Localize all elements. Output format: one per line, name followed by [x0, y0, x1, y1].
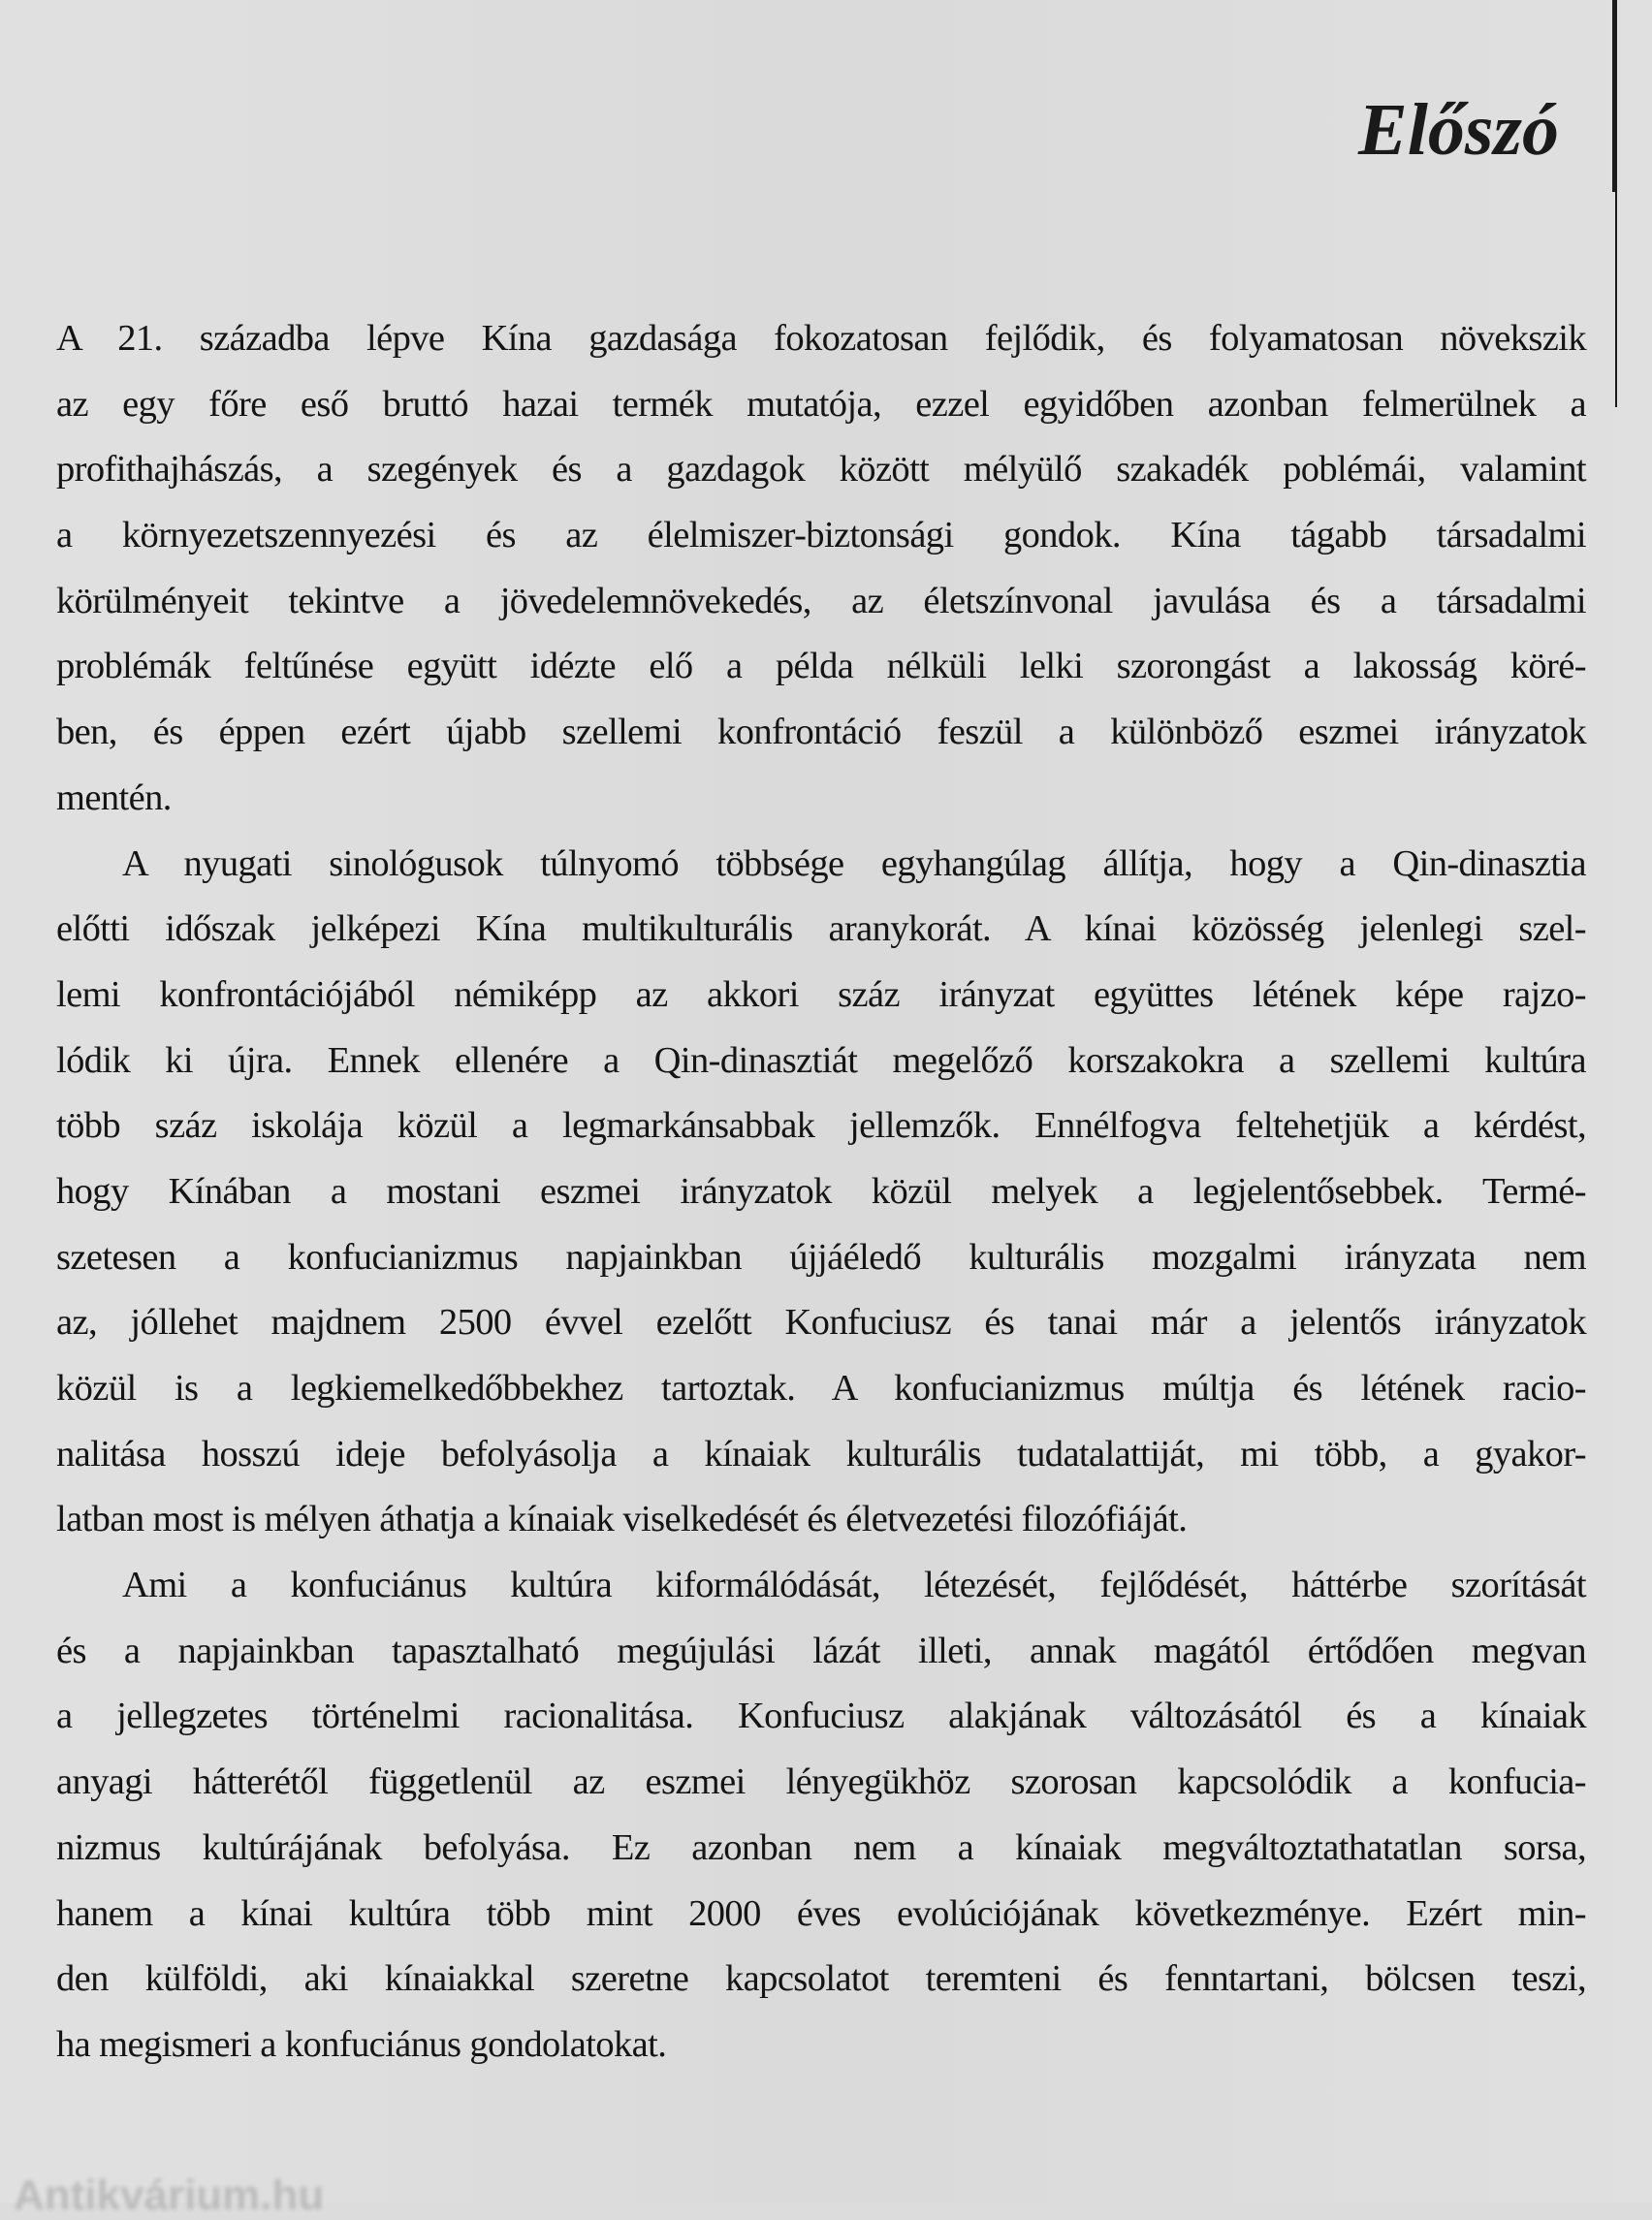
text-line: a környezetszennyezési és az élelmiszer-biztonsági gondok. Kína tágabb társadalmi — [56, 515, 1586, 556]
chapter-marker-rule-thin — [1615, 192, 1617, 407]
text-line: lemi konfrontációjából némiképp az akkori száz irányzat együttes létének képe rajzo- — [56, 973, 1586, 1015]
text-line: előtti időszak jelképezi Kína multikulturális aranykorát. A kínai közösség jelenlegi szel- — [56, 908, 1586, 950]
body-text — [56, 306, 1586, 2078]
text-line: nizmus kultúrájának befolyása. Ez azonban nem a kínaiak megváltoztathatatlan sorsa, — [56, 1826, 1586, 1868]
text-line: Ami a konfuciánus kultúra kiformálódását, létezését, fejlődését, háttérbe szorítását — [122, 1565, 1586, 1606]
text-line: anyagi hátterétől függetlenül az eszmei lényegükhöz szorosan kapcsolódik a konfucia- — [56, 1761, 1586, 1803]
text-line: ha megismeri a konfuciánus gondolatokat. — [56, 2023, 667, 2065]
chapter-marker-rule — [1612, 0, 1617, 192]
text-line: szetesen a konfucianizmus napjainkban újjáéledő kulturális mozgalmi irányzata nem — [56, 1236, 1586, 1278]
watermark: Antikvárium.hu — [14, 2172, 325, 2219]
text-line: profithajhászás, a szegények és a gazdagok között mélyülő szakadék poblémái, valamint — [56, 449, 1586, 491]
text-line: hogy Kínában a mostani eszmei irányzatok közül melyek a legjelentősebbek. Termé- — [56, 1170, 1586, 1212]
paragraph — [56, 1553, 1586, 2078]
text-line: nalitása hosszú ideje befolyásolja a kínaiak kulturális tudatalattiját, mi több, a gyakor- — [56, 1433, 1586, 1475]
chapter-title: Előszó — [1358, 89, 1559, 171]
paragraph — [56, 306, 1586, 832]
text-line: és a napjainkban tapasztalható megújulási lázát illeti, annak magától értődően megvan — [56, 1630, 1586, 1671]
text-line: mentén. — [56, 777, 172, 818]
text-line: latban most is mélyen áthatja a kínaiak viselkedését és életvezetési filozófiáját. — [56, 1499, 1188, 1540]
text-line: hanem a kínai kultúra több mint 2000 éves evolúciójának következménye. Ezért min- — [56, 1892, 1586, 1934]
text-line: közül is a legkiemelkedőbbekhez tartoztak. A konfucianizmus múltja és létének racio- — [56, 1368, 1586, 1409]
text-line: több száz iskolája közül a legmarkánsabbak jellemzők. Ennélfogva feltehetjük a kérdést, — [56, 1105, 1586, 1147]
text-line: A 21. századba lépve Kína gazdasága fokozatosan fejlődik, és folyamatosan növekszik — [56, 318, 1586, 359]
text-line: problémák feltűnése együtt idézte elő a példa nélküli lelki szorongást a lakosság köré- — [56, 646, 1586, 687]
text-line: den külföldi, aki kínaiakkal szeretne kapcsolatot teremteni és fenntartani, bölcsen teszi, — [56, 1958, 1586, 2000]
text-line: ben, és éppen ezért újabb szellemi konfrontáció feszül a különböző eszmei irányzatok — [56, 712, 1586, 753]
text-line: körülményeit tekintve a jövedelemnövekedés, az életszínvonal javulása és a társadalmi — [56, 580, 1586, 621]
paragraph — [56, 832, 1586, 1554]
text-line: A nyugati sinológusok túlnyomó többsége egyhangúlag állítja, hogy a Qin-dinasztia — [122, 842, 1586, 884]
text-line: a jellegzetes történelmi racionalitása. Konfuciusz alakjának változásától és a kínaiak — [56, 1696, 1586, 1737]
text-line: az egy főre eső bruttó hazai termék mutatója, ezzel egyidőben azonban felmerülnek a — [56, 383, 1586, 425]
text-line: lódik ki újra. Ennek ellenére a Qin-dinasztiát megelőző korszakokra a szellemi kultúra — [56, 1039, 1586, 1081]
text-line: az, jóllehet majdnem 2500 évvel ezelőtt Konfuciusz és tanai már a jelentős irányzatok — [56, 1302, 1586, 1344]
